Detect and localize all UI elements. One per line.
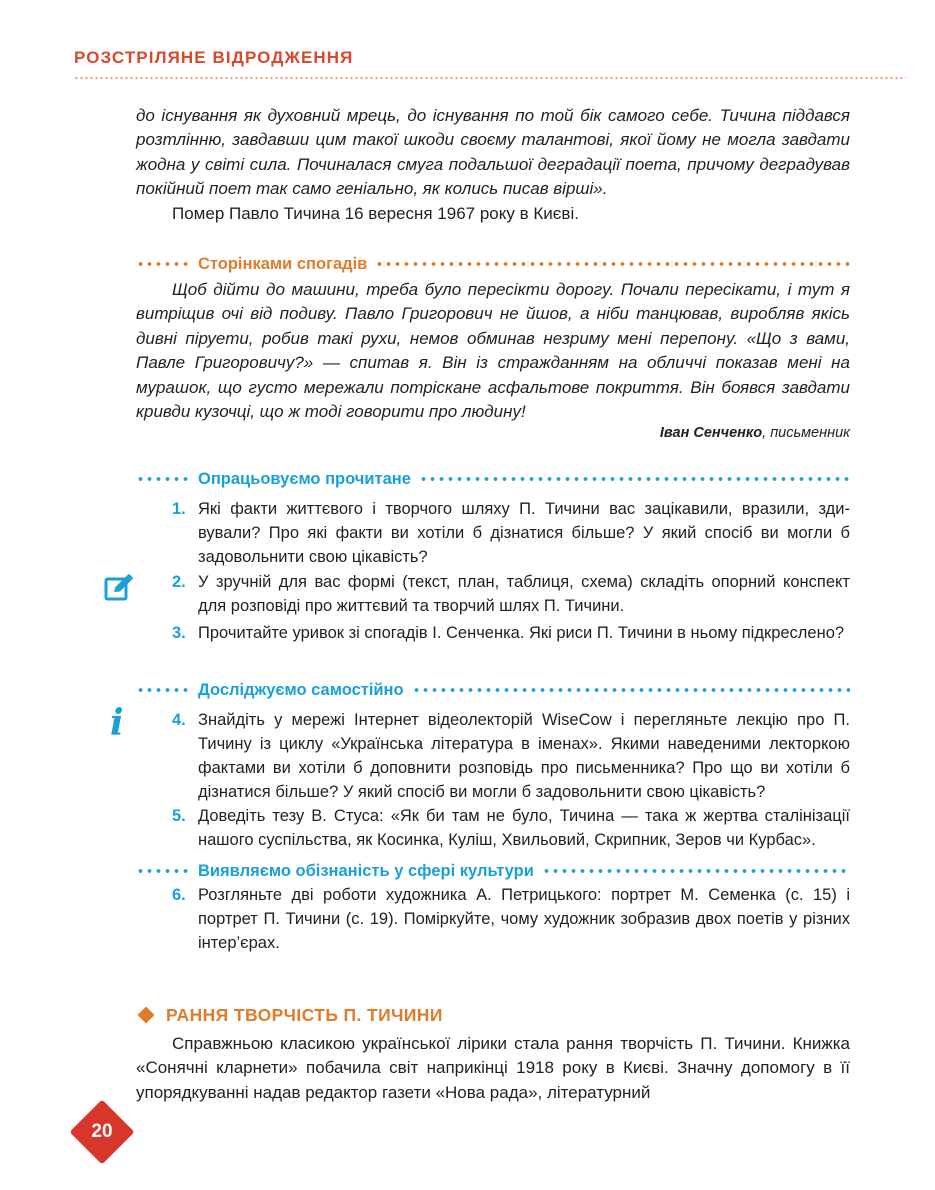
author-name: Іван Сенченко — [659, 425, 763, 441]
dotted-rule — [412, 685, 850, 695]
task-text: Доведіть тезу В. Стуса: «Як би там не було, Тичина — така ж жертва сталінізації нашого суспільства, як Косинка, Куліш, Хвильовий, Скрипник, Зеров чи Курбас». — [198, 807, 850, 849]
dotted-rule — [375, 259, 850, 269]
quote-continuation: до існування як духовний мрець, до існування по той бік самого себе. Тичина піддався розтлінню, завдавши цим такої шкоди своєму талантові, якої йому не могла завдати жодна у світі сила. Починалася смуга подальшої деградації поета, причому деградував покійний поет так само геніально, як колись писав вірші». — [136, 106, 850, 199]
intro-block — [136, 104, 850, 226]
task-item — [172, 804, 850, 852]
task-item — [172, 570, 850, 618]
chapter-heading — [140, 1003, 443, 1027]
memoirs-attribution — [660, 425, 850, 441]
task-text: Прочитайте уривок зі спогадів І. Сенченка. Які риси П. Тичини в ньому підкреслено? — [198, 624, 845, 642]
task-number: 4. — [172, 711, 186, 729]
memoirs-quote: Щоб дійти до машини, треба було пересікти дорогу. Почали пересікати, і тут я витріщив очі від подиву. Павло Григорович не йшов, а ніби танцював, виробляв якісь дивні піруети, робив такі рухи, немов обминав незриму мені перепону. «Що з вами, Павле Григоровичу?» — спитав я. Він із стражданням на обличчі показав мені на мурашок, що густо мережали потріскане асфальтове покриття. Він боявся завдати кривди кузочці, що ж тоді говорити про людину! — [136, 280, 850, 422]
death-paragraph: Помер Павло Тичина 16 вересня 1967 року в Києві. — [172, 203, 579, 223]
section-heading-culture — [136, 860, 850, 882]
dotted-rule — [419, 474, 850, 484]
chapter-paragraph: Справжньою класикою української лірики стала рання творчість П. Тичини. Книжка «Сонячні кларнети» побачила світ наприкінці 1918 року в Києві. Значну допомогу в її упорядкуванні надав редактор газети «Нова рада», літературний — [136, 1034, 850, 1102]
task-number: 3. — [172, 624, 186, 642]
task-item — [172, 621, 850, 645]
page-number: 20 — [91, 1121, 113, 1142]
dotted-rule — [136, 474, 188, 484]
dotted-rule — [136, 259, 188, 269]
section-title: Сторінками спогадів — [198, 254, 368, 273]
dotted-rule — [136, 685, 188, 695]
chapter-body — [136, 1032, 850, 1105]
header-dotted-rule — [74, 76, 906, 80]
edit-task-icon — [104, 573, 134, 603]
memoirs-heading — [136, 253, 850, 275]
task-item — [172, 883, 850, 955]
dotted-rule — [136, 866, 188, 876]
task-number: 2. — [172, 573, 186, 591]
section-title: Досліджуємо самостійно — [198, 680, 404, 699]
task-text: Які факти життєвого і творчого шляху П. Тичини вас зацікавили, вразили, здивували? Про які факти ви хотіли б дізнатися більше? У який спосіб ви могли б задовольнити свою цікавість? — [198, 500, 850, 566]
running-head: РОЗСТРІЛЯНЕ ВІДРОДЖЕННЯ — [74, 48, 354, 67]
task-item — [172, 708, 850, 804]
chapter-title: РАННЯ ТВОРЧІСТЬ П. ТИЧИНИ — [166, 1004, 443, 1025]
section-title: Опрацьовуємо прочитане — [198, 469, 411, 488]
author-role: , письменник — [762, 425, 850, 441]
section-heading-research — [136, 679, 850, 701]
task-number: 5. — [172, 807, 186, 825]
task-number: 6. — [172, 886, 186, 904]
dotted-rule — [542, 866, 850, 876]
info-icon: i — [110, 702, 124, 744]
task-text: Розгляньте дві роботи художника А. Петрицького: портрет М. Семенка (с. 15) і портрет П. Тичини (с. 19). Поміркуйте, чому художник зобразив двох поетів у різних інтер’єрах. — [198, 886, 850, 952]
section-heading-processing — [136, 468, 850, 490]
task-text: У зручній для вас формі (текст, план, таблиця, схема) складіть опорний конспект для розповіді про життєвий та творчий шлях П. Тичини. — [198, 573, 850, 615]
memoirs-block — [136, 278, 850, 424]
section-title: Виявляємо обізнаність у сфері культури — [198, 861, 534, 880]
task-text: Знайдіть у мережі Інтернет відеолекторій WiseCow і перегляньте лекцію про П. Тичину із циклу «Українська література в іменах». Якими наведеними лекторкою фактами ви хотіли б доповнити розповідь про письменника? Про що ви хотіли б дізнатися більше? У який спосіб ви могли б задовольнити свою цікавість? — [198, 711, 850, 801]
diamond-bullet-icon — [138, 1007, 155, 1024]
page-number-badge — [79, 1109, 125, 1155]
task-number: 1. — [172, 500, 186, 518]
task-item — [172, 497, 850, 569]
